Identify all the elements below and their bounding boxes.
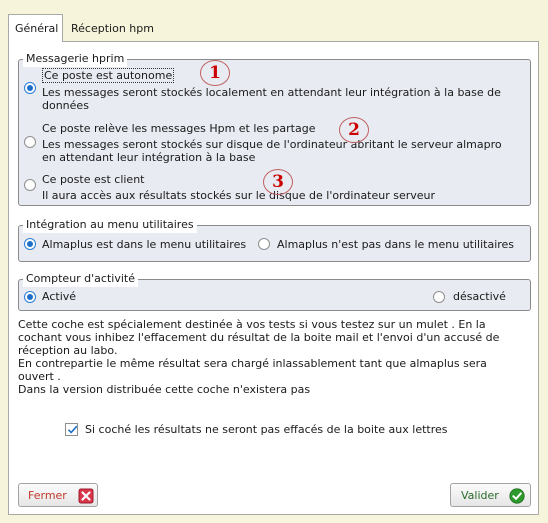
option-autonome-title[interactable]: Ce poste est autonome [44,69,173,82]
close-icon [78,488,94,504]
info-line: En contrepartie le même résultat sera chargé inlassablement tant que almaplus sera [18,357,487,370]
integration-legend: Intégration au menu utilitaires [23,217,197,233]
radio-almaplus-dans-menu[interactable] [24,238,36,250]
close-button[interactable] [18,483,98,507]
radio-poste-partage[interactable] [24,136,36,148]
option-pas-dans-menu-label[interactable]: Almaplus n'est pas dans le menu utilitaires [277,238,515,251]
option-autonome-desc: Les messages seront stockés localement en attendant leur intégration à la base de [42,86,501,99]
info-line: ouvert . [18,370,61,383]
keep-results-label[interactable]: Si coché les résultats ne seront pas effacés de la boite aux lettres [85,423,448,436]
info-line: réception au labo. [18,344,118,357]
annotation-badge-3: 3 [263,169,293,195]
radio-almaplus-pas-dans-menu[interactable] [258,238,270,250]
option-client-desc: Il aura accès aux résultats stockés sur le disque de l'ordinateur serveur [42,189,436,202]
option-partage-title[interactable]: Ce poste relève les messages Hpm et les partage [42,122,316,135]
radio-poste-autonome[interactable] [24,82,36,94]
info-text [18,318,528,396]
info-line: Cette coche est spécialement destinée à vos tests si vous testez sur un mulet . En la [18,318,486,331]
integration-group [18,218,531,262]
option-client-title[interactable]: Ce poste est client [42,173,145,186]
option-dans-menu-label[interactable]: Almaplus est dans le menu utilitaires [42,238,247,251]
radio-compteur-desactive[interactable] [433,291,445,303]
option-partage-desc-2: en attendant leur intégration à la base [42,151,256,164]
validate-button-label: Valider [461,489,499,502]
annotation-badge-1: 1 [200,60,230,86]
option-desactive-label[interactable]: désactivé [453,290,506,303]
info-line: cochant vous inhibez l'effacement du résultat de la boite mail et l'envoi d'un accusé de [18,331,500,344]
tab-general[interactable]: Général [8,14,63,42]
radio-poste-client[interactable] [24,179,36,191]
radio-compteur-active[interactable] [24,291,36,303]
compteur-group [18,272,531,311]
close-button-label: Fermer [28,489,67,502]
annotation-badge-2: 2 [339,117,369,143]
option-partage-desc: Les messages seront stockés sur disque de l'ordinateur abritant le serveur almapro [42,138,502,151]
checkmark-icon [66,423,79,436]
messagerie-group [18,52,531,206]
info-line: Dans la version distribuée cette coche n'existera pas [18,383,311,396]
validate-button[interactable] [450,483,531,507]
tab-reception-hpm[interactable]: Réception hpm [71,22,154,35]
compteur-legend: Compteur d'activité [23,271,138,287]
messagerie-legend: Messagerie hprim [23,51,127,67]
keep-results-checkbox[interactable] [65,423,78,436]
option-autonome-desc-2: données [42,99,89,112]
option-active-label[interactable]: Activé [42,290,77,303]
tab-panel-general [8,41,539,515]
check-circle-icon [509,488,525,504]
